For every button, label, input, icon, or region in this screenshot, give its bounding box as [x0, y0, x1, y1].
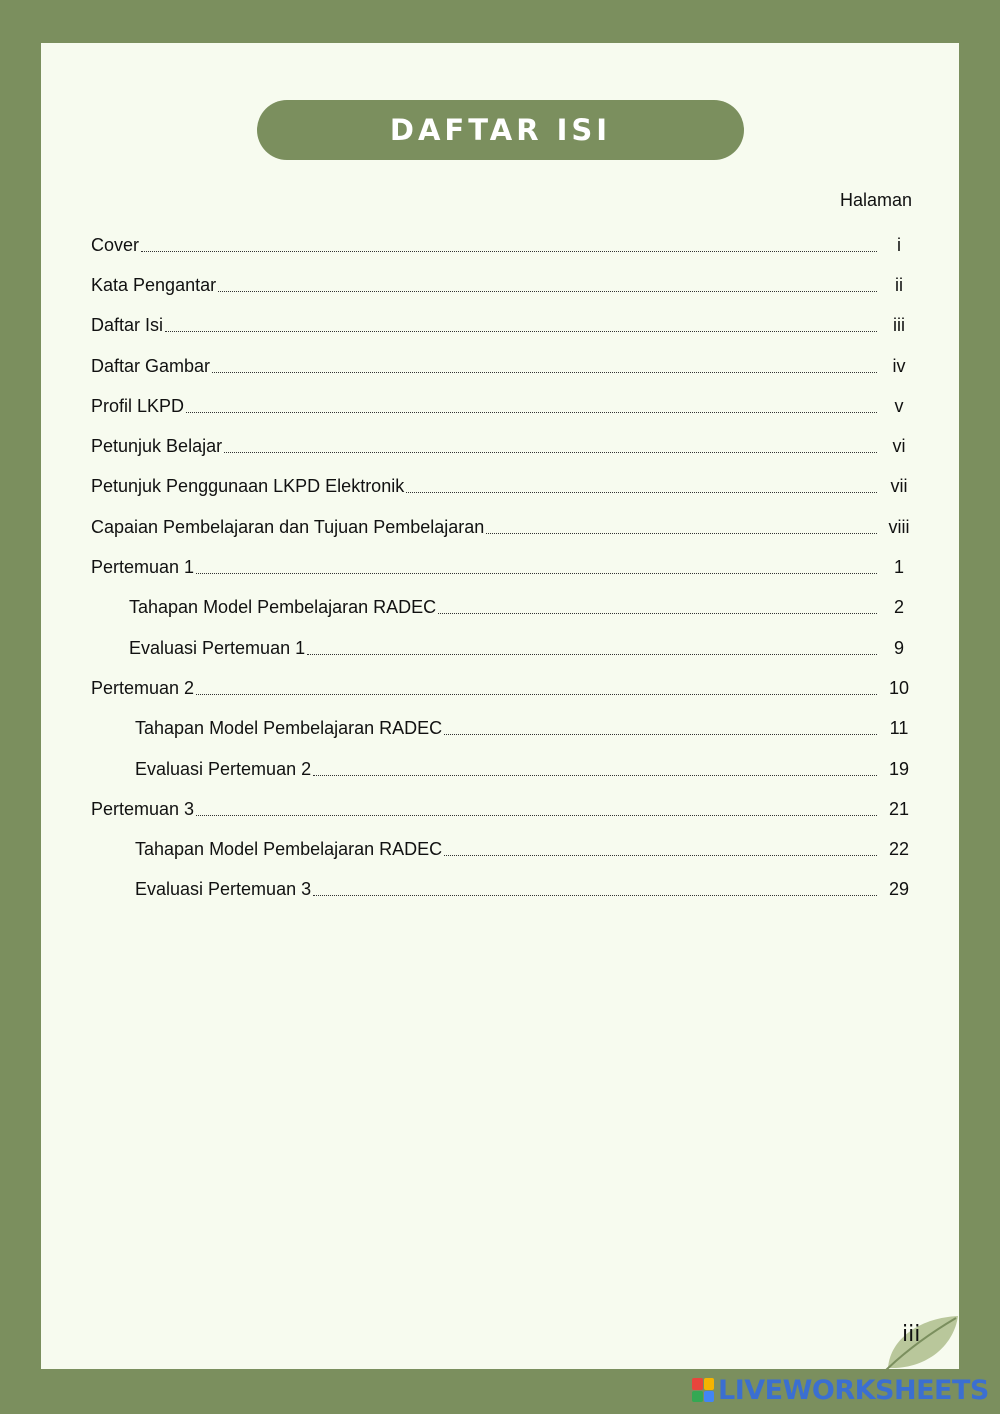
dot-leader — [186, 400, 877, 413]
toc-entry-label: Profil LKPD — [91, 395, 185, 416]
toc-entry-page-number: iv — [892, 355, 906, 376]
toc-entry — [91, 628, 913, 668]
toc-entry-label: Daftar Isi — [91, 315, 164, 336]
toc-entry — [91, 346, 913, 386]
dot-leader — [224, 440, 877, 453]
toc-entry — [91, 829, 913, 869]
toc-entry-page-number: 19 — [888, 758, 910, 779]
toc-entry-label: Pertemuan 1 — [91, 557, 195, 578]
toc-entry-page-number: i — [897, 234, 901, 255]
toc-entry-label: Daftar Gambar — [91, 355, 211, 376]
toc-entry-page-number: 9 — [893, 637, 904, 658]
toc-entry — [91, 870, 913, 910]
toc-entry — [91, 547, 913, 587]
toc-entry-page-number: 10 — [888, 677, 910, 698]
toc-entry — [91, 467, 913, 507]
toc-entry — [91, 588, 913, 628]
toc-entry-page-number: iii — [893, 315, 905, 336]
dot-leader — [444, 843, 877, 856]
toc-entry-page-number: 29 — [888, 879, 910, 900]
toc-entry-page-number: viii — [888, 516, 910, 537]
toc-entry — [91, 749, 913, 789]
dot-leader — [313, 883, 877, 896]
dot-leader — [438, 601, 877, 614]
dot-leader — [196, 803, 877, 816]
toc-entry — [91, 426, 913, 466]
dot-leader — [313, 763, 877, 776]
toc-entry-label: Kata Pengantar — [91, 274, 217, 295]
toc-entry-label: Capaian Pembelajaran dan Tujuan Pembelajaran — [91, 516, 485, 537]
toc-entry-label: Evaluasi Pertemuan 2 — [135, 758, 312, 779]
toc-entry-label: Evaluasi Pertemuan 3 — [135, 879, 312, 900]
dot-leader — [444, 722, 877, 735]
toc-entry-page-number: 2 — [893, 597, 904, 618]
toc-entry — [91, 507, 913, 547]
toc-entry-label: Tahapan Model Pembelajaran RADEC — [135, 718, 443, 739]
toc-entry-label: Tahapan Model Pembelajaran RADEC — [129, 597, 437, 618]
dot-leader — [218, 279, 877, 292]
toc-entry-page-number: ii — [895, 274, 903, 295]
toc-entry-label: Petunjuk Penggunaan LKPD Elektronik — [91, 476, 405, 497]
dot-leader — [141, 239, 877, 252]
toc-entry-label: Cover — [91, 234, 140, 255]
toc-entry — [91, 789, 913, 829]
toc-entry — [91, 386, 913, 426]
dot-leader — [307, 642, 877, 655]
page-title: DAFTAR ISI — [257, 100, 744, 160]
toc-entry-label: Tahapan Model Pembelajaran RADEC — [135, 839, 443, 860]
toc-entry-label: Evaluasi Pertemuan 1 — [129, 637, 306, 658]
page-column-header: Halaman — [839, 190, 912, 210]
toc-entry-label: Petunjuk Belajar — [91, 436, 223, 457]
toc-entry — [91, 709, 913, 749]
toc-entry-label: Pertemuan 2 — [91, 677, 195, 698]
liveworksheets-logo-icon — [692, 1378, 714, 1402]
leaf-icon — [878, 1310, 964, 1376]
document-page — [41, 43, 959, 1369]
toc-entry-page-number: 11 — [889, 718, 909, 739]
liveworksheets-watermark — [692, 1374, 989, 1406]
dot-leader — [165, 319, 877, 332]
dot-leader — [196, 682, 877, 695]
toc-entry — [91, 668, 913, 708]
toc-entry-page-number: v — [894, 395, 904, 416]
toc-entry — [91, 225, 913, 265]
toc-entry — [91, 306, 913, 346]
dot-leader — [486, 521, 877, 534]
toc-entry-page-number: 22 — [888, 839, 910, 860]
table-of-contents — [91, 225, 913, 910]
toc-entry-page-number: vi — [892, 436, 906, 457]
dot-leader — [406, 480, 877, 493]
dot-leader — [212, 360, 877, 373]
toc-entry-label: Pertemuan 3 — [91, 798, 195, 819]
footer-page-number: iii — [902, 1322, 921, 1347]
toc-entry-page-number: 21 — [888, 798, 910, 819]
watermark-text: LIVEWORKSHEETS — [718, 1374, 989, 1406]
toc-entry — [91, 265, 913, 305]
dot-leader — [196, 561, 877, 574]
toc-entry-page-number: 1 — [893, 557, 904, 578]
toc-entry-page-number: vii — [890, 476, 908, 497]
